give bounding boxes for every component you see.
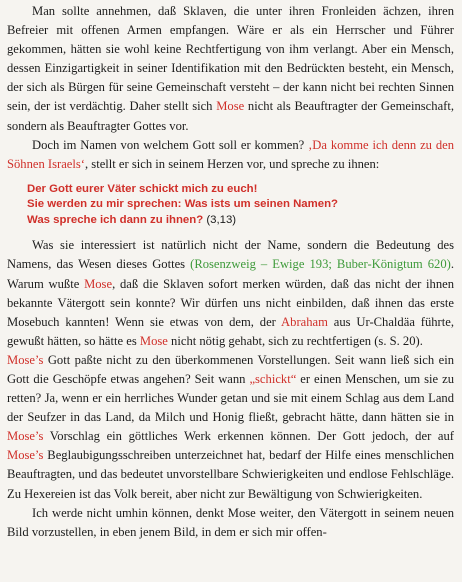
paragraph-1 — [7, 2, 454, 136]
paragraph-4-text-d: Beglaubigungsschreiben unterzeichnet hat, bedarf der Hilfe eines menschlichen Beauftragten, und das bedeutet unvorstellbare Schwierigkeiten und endlose Fehlschläge. Zu Hexereien ist das Volk bereit, aber nicht zur Bewältigung von Schwierigkeiten. — [7, 448, 454, 501]
name-mose: Mose — [216, 99, 245, 114]
name-mose: Mose — [139, 333, 168, 348]
paragraph-3-text-b: . Warum wußte — [7, 257, 454, 291]
paragraph-3-text-c: , daß die Sklaven sofort merken würden, daß das nicht der ihnen bekannte Vätergott sein konnte? Wir dürfen uns nicht einbilden, daß ihnen das erste Mosebuch kannten! Wenn sie etwas von dem, der — [7, 276, 455, 329]
inline-quote: ‚Da komme ich denn zu den Söhnen Israels‘ — [7, 137, 454, 171]
quote-line-2: Sie werden zu mir sprechen: Was ists um seinen Namen? — [27, 198, 339, 211]
word-schickt: „schickt“ — [249, 372, 297, 386]
paragraph-1-text-a: Man sollte annehmen, daß Sklaven, die unter ihren Fronleiden ächzen, ihren Befreier mit offenen Armen empfangen. Wäre er als ein Herrscher und Führer gekommen, hätten sie wohl keine Rechtfertigung von ihm verlangt. Aber ein Mensch, dessen Einzigartigkeit in seiner Identifikation mit den Bedrückten besteht, ein Mensch, der sich als Bürgen für seine Gemeinschaft versteht – der kann nicht bei rechten Sinnen sein, der ist verdächtig. Daher stellt sich — [7, 4, 454, 114]
name-mose: Mose’s — [7, 448, 44, 463]
paragraph-4-text-b: er einen Menschen, um sie zu retten? Ja, wenn er ein herrliches Wunder getan und sie mit einem Schlag aus dem Land der Seufzer in das Land, da Milch und Honig fließt, gebracht hätte, dann hätten sie in — [7, 372, 454, 425]
quote-line-1: Der Gott eurer Väter schickt mich zu euch! — [27, 182, 258, 195]
citation: (Rosenzweig – Ewige 193; Buber-Königtum 620) — [190, 257, 451, 272]
paragraph-2-text-b: , stellt er sich in seinem Herzen vor, und spreche zu ihnen: — [85, 156, 380, 171]
name-mose: Mose’s — [7, 429, 44, 444]
paragraph-3-text-a: Was sie interessiert ist natürlich nicht der Name, sondern die Bedeutung des Namens, das Wesen dieses Gottes — [7, 238, 454, 272]
scripture-quote — [27, 182, 454, 229]
paragraph-5-text-a: Ich werde nicht umhin können, denkt Mose weiter, den Vätergott in seinem neuen Bild vorzustellen, in eben jenem Bild, in dem er sich mir offen- — [7, 505, 454, 539]
paragraph-2-text-a: Doch im Namen von welchem Gott soll er kommen? — [32, 137, 309, 152]
page-text — [7, 2, 454, 542]
paragraph-2 — [7, 136, 454, 174]
paragraph-5 — [7, 504, 454, 542]
paragraph-4-text-c: Vorschlag ein göttliches Werk erkennen können. Der Gott jedoch, der auf — [43, 429, 454, 444]
paragraph-3-text-d: aus Ur-Chaldäa führte, gewußt hätten, so hätte es — [7, 314, 454, 348]
name-mose: Mose — [84, 276, 113, 291]
quote-line-3: Was spreche ich dann zu ihnen? — [27, 213, 204, 226]
paragraph-3-text-e: nicht nötig gehabt, sich zu rechtfertigen (s. S. 20). — [167, 333, 423, 348]
paragraph-4 — [7, 351, 454, 504]
paragraph-4-text-a: Gott paßte nicht zu den überkommenen Vorstellungen. Seit wann ließ sich ein Gott die Geschöpfe etwas angehen? Seit wann — [7, 352, 454, 386]
quote-reference: (3,13) — [203, 213, 237, 226]
name-mose: Mose’s — [7, 352, 44, 367]
paragraph-3 — [7, 236, 454, 351]
paragraph-1-text-b: nicht als Beauftragter der Gemeinschaft, sondern als Beauftragter Gottes vor. — [7, 99, 454, 133]
name-abraham: Abraham — [281, 314, 328, 329]
